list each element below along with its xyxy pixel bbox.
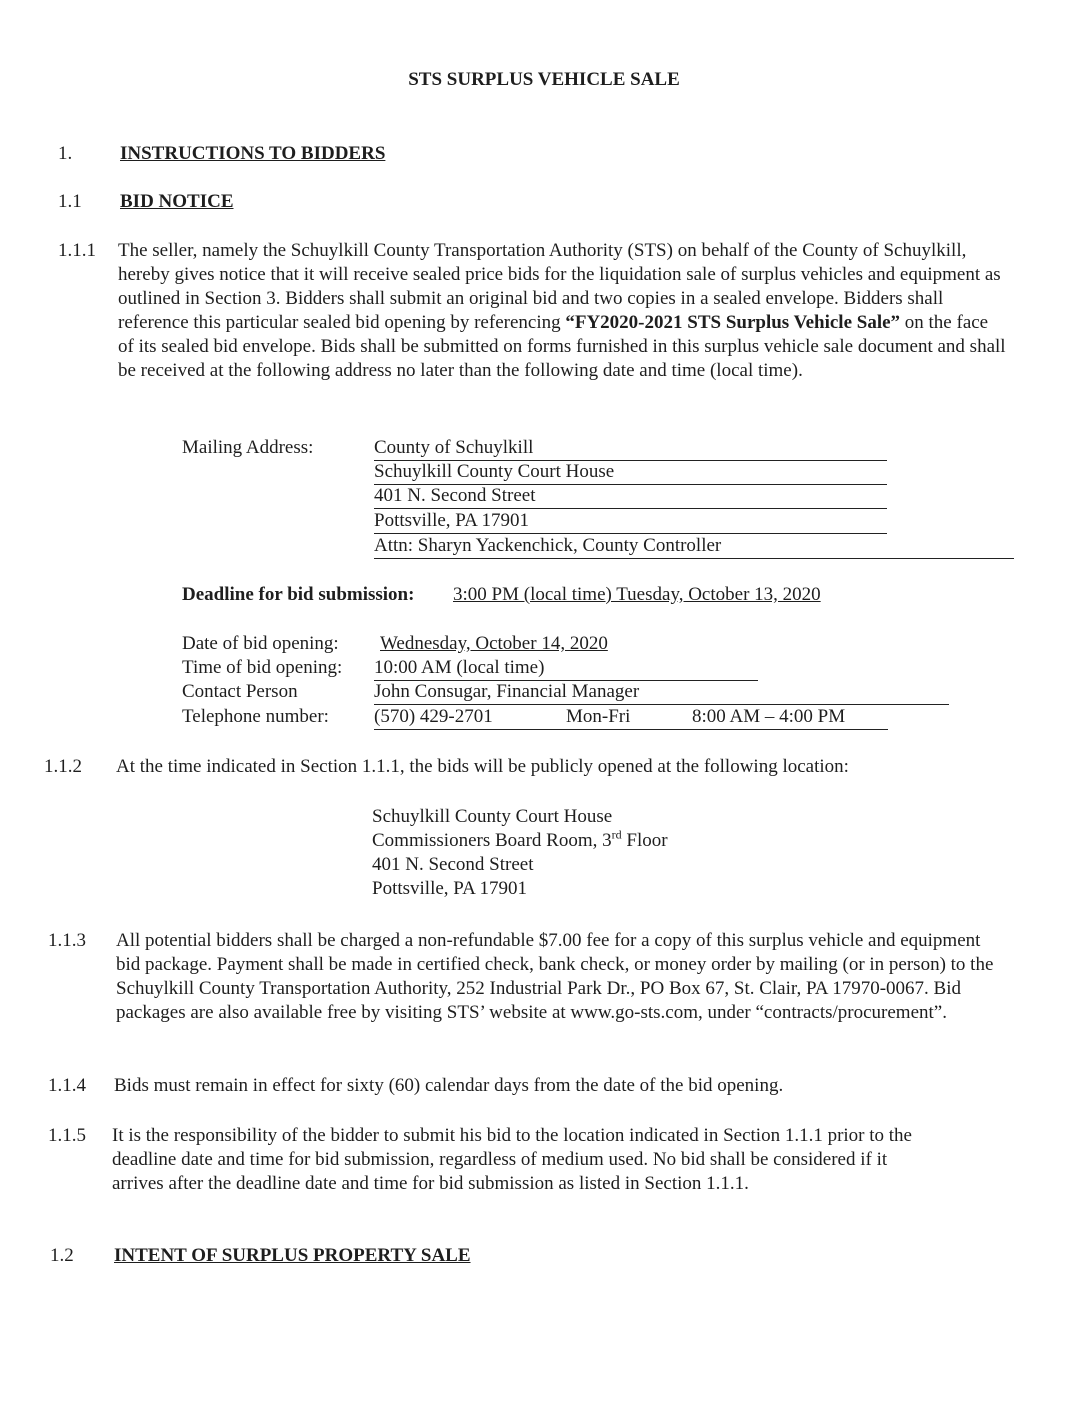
section-1-2-heading: INTENT OF SURPLUS PROPERTY SALE [114,1245,471,1266]
paragraph-1-1-1 [118,239,1008,383]
location-line-4: Pottsville, PA 17901 [372,878,528,899]
mailing-address-label: Mailing Address: [182,437,314,458]
paragraph-1-1-2-number: 1.1.2 [44,756,82,777]
paragraph-1-1-5-number: 1.1.5 [48,1125,86,1146]
telephone-label: Telephone number: [182,706,329,727]
paragraph-1-1-3-number: 1.1.3 [48,930,86,951]
paragraph-1-1-4: Bids must remain in effect for sixty (60) calendar days from the date of the bid opening. [114,1075,784,1096]
time-opening-value: 10:00 AM (local time) [374,656,758,681]
deadline-value: 3:00 PM (local time) Tuesday, October 13, 2020 [453,584,821,605]
section-1-2-number: 1.2 [50,1245,74,1266]
telephone-days: Mon-Fri [566,706,631,727]
telephone-row [374,705,888,730]
paragraph-1-1-1-number: 1.1.1 [58,240,96,261]
section-1-1-number: 1.1 [58,191,82,212]
section-1-1-heading: BID NOTICE [120,191,234,212]
mailing-line-5: Attn: Sharyn Yackenchick, County Controller [374,534,1014,559]
date-opening-label: Date of bid opening: [182,633,339,654]
location-floor-suffix: rd [611,827,622,842]
location-line-3: 401 N. Second Street [372,854,534,875]
mailing-line-4: Pottsville, PA 17901 [374,509,887,534]
paragraph-1-1-1-text-a: The seller, namely the Schuylkill County Transportation Authority (STS) on behalf of the County of Schuylkill, hereby gives notice that it will receive sealed price bids for the liquidation sale of surplus vehicles and equipment as outlined in Section 3. Bidders shall submit an original bid and two copies in a sealed envelope. Bidders shall reference this particular sealed bid opening by referencing [118,240,1001,333]
deadline-label: Deadline for bid submission: [182,584,415,605]
mailing-line-3: 401 N. Second Street [374,484,887,509]
section-1-heading: INSTRUCTIONS TO BIDDERS [120,143,386,164]
location-room: Commissioners Board Room, 3 [372,830,612,851]
mailing-line-1: County of Schuylkill [374,436,887,461]
section-1-number: 1. [58,143,73,164]
paragraph-1-1-2: At the time indicated in Section 1.1.1, the bids will be publicly opened at the following location: [116,756,849,777]
mailing-line-2: Schuylkill County Court House [374,460,887,485]
telephone-hours: 8:00 AM – 4:00 PM [692,706,846,727]
paragraph-1-1-5: It is the responsibility of the bidder to submit his bid to the location indicated in Section 1.1.1 prior to the deadline date and time for bid submission, regardless of medium used. No bid shall be considered if it arrives after the deadline date and time for bid submission as listed in Section 1.1.1. [112,1125,912,1194]
date-opening-value: Wednesday, October 14, 2020 [380,633,608,654]
paragraph-1-1-1-text-b: on the face of its sealed bid envelope. Bids shall be submitted on forms furnished in this surplus vehicle sale document and shall be received at the following address no later than the following date and time (local time). [118,312,1006,381]
location-line-2 [372,829,668,853]
contact-person-label: Contact Person [182,681,298,702]
contact-person-value: John Consugar, Financial Manager [374,680,949,705]
time-opening-label: Time of bid opening: [182,657,343,678]
telephone-value: (570) 429-2701 [374,706,493,727]
paragraph-1-1-4-number: 1.1.4 [48,1075,86,1096]
location-floor-word: Floor [621,830,668,851]
paragraph-1-1-1-bold-reference: “FY2020-2021 STS Surplus Vehicle Sale” [565,312,901,333]
location-line-1: Schuylkill County Court House [372,806,613,827]
document-title: STS SURPLUS VEHICLE SALE [408,69,680,90]
paragraph-1-1-3: All potential bidders shall be charged a non-refundable $7.00 fee for a copy of this surplus vehicle and equipment bid package. Payment shall be made in certified check, bank check, or money order by mailing (or in person) to the Schuylkill County Transportation Authority, 252 Industrial Park Dr., PO Box 67, St. Clair, PA 17970-0067. Bid packages are also available free by visiting STS’ website at www.go-sts.com, under “contracts/procurement”. [116,930,994,1023]
